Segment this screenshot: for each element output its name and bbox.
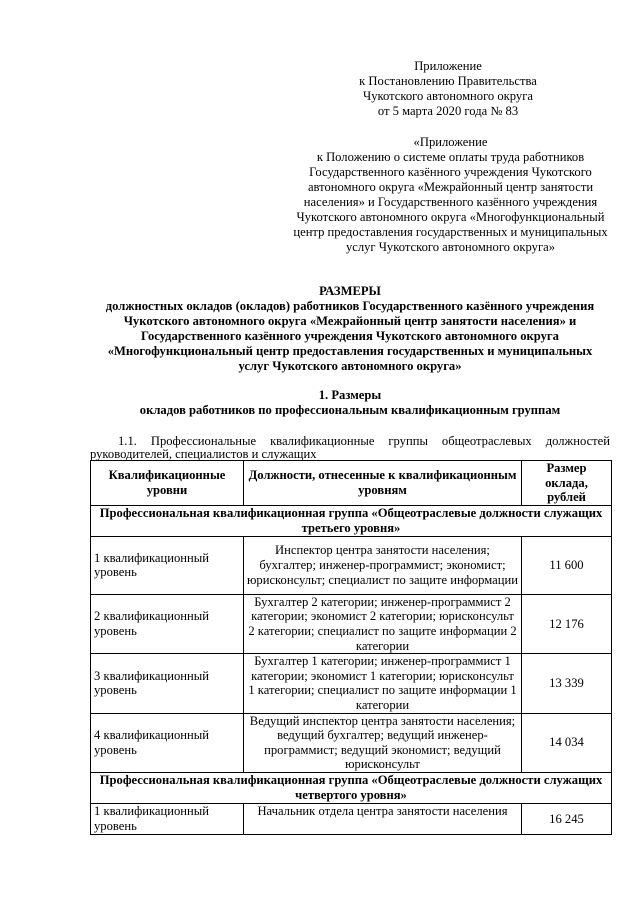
table-row xyxy=(91,713,612,772)
nested-appendix-line: «Приложение xyxy=(413,135,488,149)
salary-cell: 13 339 xyxy=(522,654,612,713)
salary-table xyxy=(90,460,612,835)
paragraph-1-1 xyxy=(90,434,610,462)
appendix-line: Приложение xyxy=(414,59,482,73)
title-line: должностных окладов (окладов) работников Государственного казённого учреждения xyxy=(105,299,595,313)
nested-appendix-line: Чукотского автономного округа «Многофункциональный xyxy=(296,210,605,224)
appendix-line: к Постановлению Правительства xyxy=(359,74,537,88)
appendix-header xyxy=(348,59,548,119)
nested-appendix-line: услуг Чукотского автономного округа» xyxy=(345,240,556,254)
document-title xyxy=(90,284,610,374)
table-row xyxy=(91,803,612,834)
group-row xyxy=(91,772,612,803)
section-heading xyxy=(90,388,610,418)
section-heading-line: 1. Размеры xyxy=(318,388,382,402)
table-row xyxy=(91,536,612,594)
positions-cell: Инспектор центра занятости населения; бухгалтер; инженер-программист; экономист; юрисконсульт; специалист по защите информации xyxy=(244,536,522,594)
positions-cell: Бухгалтер 1 категории; инженер-программист 1 категории; экономист 1 категории; юрисконсульт 1 категории; специалист по защите информации 1 категории xyxy=(244,654,522,713)
positions-cell: Начальник отдела центра занятости населения xyxy=(244,803,522,834)
salary-cell: 14 034 xyxy=(522,713,612,772)
title-line: услуг Чукотского автономного округа» xyxy=(238,359,462,373)
header-positions: Должности, отнесенные к квалификационным уровням xyxy=(244,461,522,506)
positions-cell: Ведущий инспектор центра занятости населения; ведущий бухгалтер; ведущий инженер-программист; ведущий экономист; ведущий юрисконсульт xyxy=(244,713,522,772)
table-row xyxy=(91,594,612,653)
group-title: Профессиональная квалификационная группа «Общеотраслевые должности служащих третьего уровня» xyxy=(91,505,612,536)
salary-cell: 11 600 xyxy=(522,536,612,594)
salary-cell: 16 245 xyxy=(522,803,612,834)
nested-appendix-line: автономного округа «Межрайонный центр занятости xyxy=(307,180,594,194)
table-row xyxy=(91,654,612,713)
appendix-line: от 5 марта 2020 года № 83 xyxy=(377,104,519,118)
salary-cell: 12 176 xyxy=(522,594,612,653)
nested-appendix-header xyxy=(288,135,613,255)
paragraph-line: 1.1. Профессиональные квалификационные группы общеотраслевых должностей xyxy=(118,434,610,448)
group-row xyxy=(91,505,612,536)
title-line: РАЗМЕРЫ xyxy=(319,284,381,298)
appendix-line: Чукотского автономного округа xyxy=(363,89,533,103)
level-cell: 2 квалификационный уровень xyxy=(91,594,244,653)
title-line: Государственного казённого учреждения Чукотского автономного округа xyxy=(141,329,559,343)
level-cell: 3 квалификационный уровень xyxy=(91,654,244,713)
table-header-row xyxy=(91,461,612,506)
level-cell: 1 квалификационный уровень xyxy=(91,803,244,834)
nested-appendix-line: к Положению о системе оплаты труда работников xyxy=(316,150,585,164)
paragraph-line: руководителей, специалистов и служащих xyxy=(90,447,317,461)
title-line: «Многофункциональный центр предоставления государственных и муниципальных xyxy=(107,344,593,358)
level-cell: 1 квалификационный уровень xyxy=(91,536,244,594)
nested-appendix-line: центр предоставления государственных и муниципальных xyxy=(293,225,608,239)
header-levels: Квалификационные уровни xyxy=(91,461,244,506)
title-line: Чукотского автономного округа «Межрайонный центр занятости населения» и xyxy=(123,314,577,328)
nested-appendix-line: Государственного казённого учреждения Чукотского xyxy=(309,165,592,179)
group-title: Профессиональная квалификационная группа «Общеотраслевые должности служащих четвертого уровня» xyxy=(91,772,612,803)
section-heading-line: окладов работников по профессиональным квалификационным группам xyxy=(139,403,561,417)
positions-cell: Бухгалтер 2 категории; инженер-программист 2 категории; экономист 2 категории; юрисконсульт 2 категории; специалист по защите информации 2 категории xyxy=(244,594,522,653)
level-cell: 4 квалификационный уровень xyxy=(91,713,244,772)
nested-appendix-line: населения» и Государственного казённого учреждения xyxy=(303,195,598,209)
header-salary: Размер оклада, рублей xyxy=(522,461,612,506)
